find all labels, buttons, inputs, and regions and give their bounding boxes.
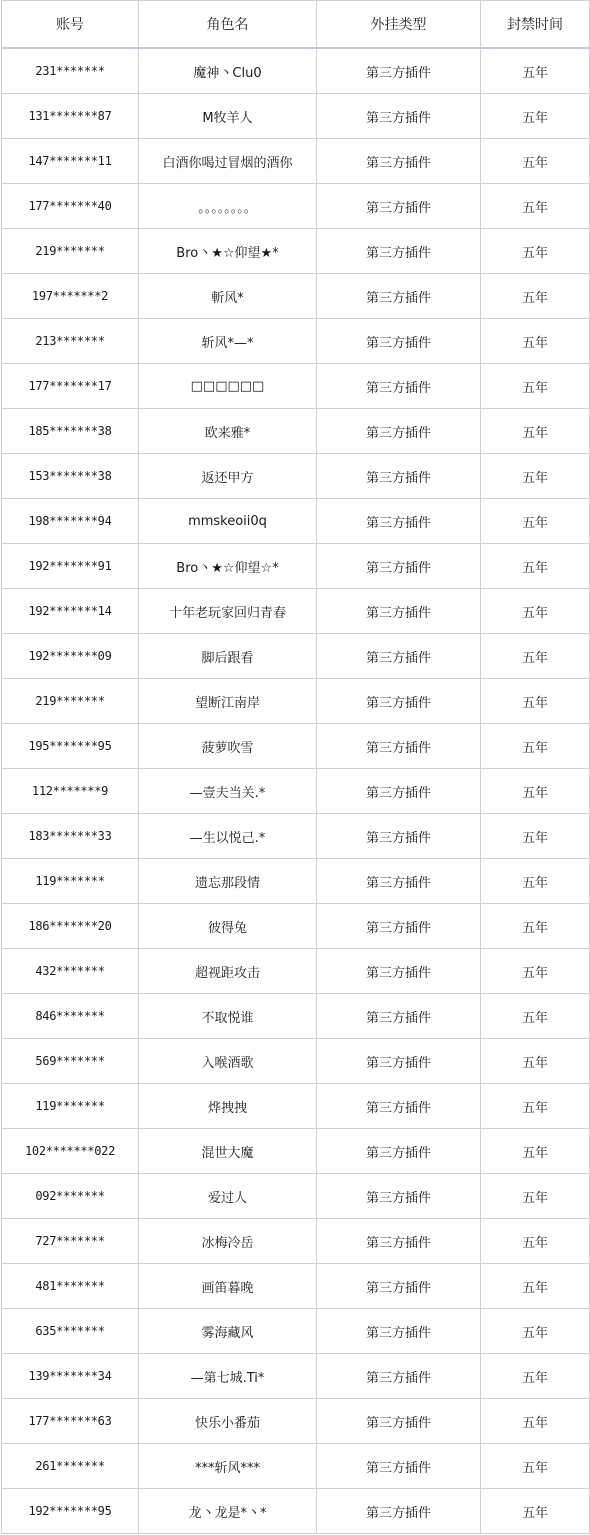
ban-duration-cell: 五年 bbox=[481, 1489, 590, 1534]
table-row bbox=[2, 184, 590, 229]
ban-duration-cell: 五年 bbox=[481, 1309, 590, 1354]
account-cell: 112*******9 bbox=[2, 769, 139, 814]
account-cell: 147*******11 bbox=[2, 139, 139, 184]
account-cell: 192*******91 bbox=[2, 544, 139, 589]
ban-duration-cell: 五年 bbox=[481, 859, 590, 904]
character-name-cell: 爱过人 bbox=[139, 1174, 317, 1219]
ban-duration-cell: 五年 bbox=[481, 679, 590, 724]
cheat-type-cell: 第三方插件 bbox=[317, 364, 481, 409]
account-cell: 192*******14 bbox=[2, 589, 139, 634]
account-cell: 185*******38 bbox=[2, 409, 139, 454]
account-cell: 198*******94 bbox=[2, 499, 139, 544]
ban-duration-cell: 五年 bbox=[481, 48, 590, 94]
character-name-cell: 返还甲方 bbox=[139, 454, 317, 499]
cheat-type-cell: 第三方插件 bbox=[317, 94, 481, 139]
account-cell: 261******* bbox=[2, 1444, 139, 1489]
table-row bbox=[2, 1354, 590, 1399]
table-row bbox=[2, 409, 590, 454]
account-cell: 102*******022 bbox=[2, 1129, 139, 1174]
account-cell: 139*******34 bbox=[2, 1354, 139, 1399]
character-name-cell: ***斩风*** bbox=[139, 1444, 317, 1489]
table-row bbox=[2, 499, 590, 544]
character-name-cell: —生以悦己.* bbox=[139, 814, 317, 859]
ban-duration-cell: 五年 bbox=[481, 1039, 590, 1084]
character-name-cell: Bro丶★☆仰望☆* bbox=[139, 544, 317, 589]
ban-duration-cell: 五年 bbox=[481, 1354, 590, 1399]
table-row bbox=[2, 1264, 590, 1309]
table-row bbox=[2, 634, 590, 679]
cheat-type-cell: 第三方插件 bbox=[317, 229, 481, 274]
table-row bbox=[2, 814, 590, 859]
cheat-type-cell: 第三方插件 bbox=[317, 679, 481, 724]
cheat-type-cell: 第三方插件 bbox=[317, 1129, 481, 1174]
ban-duration-cell: 五年 bbox=[481, 994, 590, 1039]
ban-duration-cell: 五年 bbox=[481, 409, 590, 454]
cheat-type-cell: 第三方插件 bbox=[317, 724, 481, 769]
cheat-type-cell: 第三方插件 bbox=[317, 1444, 481, 1489]
table-row bbox=[2, 1309, 590, 1354]
cheat-type-cell: 第三方插件 bbox=[317, 589, 481, 634]
account-cell: 481******* bbox=[2, 1264, 139, 1309]
account-cell: 192*******09 bbox=[2, 634, 139, 679]
table-row bbox=[2, 1489, 590, 1534]
account-cell: 231******* bbox=[2, 48, 139, 94]
account-cell: 131*******87 bbox=[2, 94, 139, 139]
table-row bbox=[2, 139, 590, 184]
cheat-type-cell: 第三方插件 bbox=[317, 949, 481, 994]
cheat-type-cell: 第三方插件 bbox=[317, 1174, 481, 1219]
ban-duration-cell: 五年 bbox=[481, 814, 590, 859]
account-cell: 119******* bbox=[2, 1084, 139, 1129]
cheat-type-cell: 第三方插件 bbox=[317, 1264, 481, 1309]
table-row bbox=[2, 454, 590, 499]
account-cell: 846******* bbox=[2, 994, 139, 1039]
character-name-cell: 望断江南岸 bbox=[139, 679, 317, 724]
table-row bbox=[2, 48, 590, 94]
account-cell: 177*******63 bbox=[2, 1399, 139, 1444]
account-cell: 635******* bbox=[2, 1309, 139, 1354]
character-name-cell: Bro丶★☆仰望★* bbox=[139, 229, 317, 274]
account-cell: 432******* bbox=[2, 949, 139, 994]
cheat-type-cell: 第三方插件 bbox=[317, 1354, 481, 1399]
ban-duration-cell: 五年 bbox=[481, 499, 590, 544]
cheat-type-cell: 第三方插件 bbox=[317, 454, 481, 499]
cheat-type-cell: 第三方插件 bbox=[317, 48, 481, 94]
character-name-cell: —第七城.Ti* bbox=[139, 1354, 317, 1399]
ban-duration-cell: 五年 bbox=[481, 274, 590, 319]
table-row bbox=[2, 1399, 590, 1444]
header-account: 账号 bbox=[2, 1, 139, 49]
character-name-cell: 遗忘那段情 bbox=[139, 859, 317, 904]
ban-duration-cell: 五年 bbox=[481, 139, 590, 184]
character-name-cell: 超视距攻击 bbox=[139, 949, 317, 994]
table-row bbox=[2, 1174, 590, 1219]
header-row bbox=[2, 1, 590, 49]
header-ban-duration: 封禁时间 bbox=[481, 1, 590, 49]
cheat-type-cell: 第三方插件 bbox=[317, 994, 481, 1039]
character-name-cell: 。。。。。。。。 bbox=[139, 184, 317, 229]
character-name-cell: 烨拽拽 bbox=[139, 1084, 317, 1129]
character-name-cell: 斩风*—* bbox=[139, 319, 317, 364]
character-name-cell: 魔神丶Clu0 bbox=[139, 48, 317, 94]
account-cell: 183*******33 bbox=[2, 814, 139, 859]
account-cell: 153*******38 bbox=[2, 454, 139, 499]
account-cell: 219******* bbox=[2, 679, 139, 724]
character-name-cell: □□□□□□ bbox=[139, 364, 317, 409]
ban-duration-cell: 五年 bbox=[481, 589, 590, 634]
cheat-type-cell: 第三方插件 bbox=[317, 1039, 481, 1084]
table-body bbox=[2, 48, 590, 1534]
ban-duration-cell: 五年 bbox=[481, 1444, 590, 1489]
ban-duration-cell: 五年 bbox=[481, 634, 590, 679]
character-name-cell: 菠萝吹雪 bbox=[139, 724, 317, 769]
ban-duration-cell: 五年 bbox=[481, 1264, 590, 1309]
table-row bbox=[2, 994, 590, 1039]
table-header bbox=[2, 1, 590, 49]
ban-duration-cell: 五年 bbox=[481, 229, 590, 274]
ban-duration-cell: 五年 bbox=[481, 184, 590, 229]
character-name-cell: 彼得兔 bbox=[139, 904, 317, 949]
account-cell: 219******* bbox=[2, 229, 139, 274]
ban-duration-cell: 五年 bbox=[481, 1084, 590, 1129]
character-name-cell: 脚后跟看 bbox=[139, 634, 317, 679]
ban-duration-cell: 五年 bbox=[481, 454, 590, 499]
ban-duration-cell: 五年 bbox=[481, 769, 590, 814]
ban-duration-cell: 五年 bbox=[481, 1399, 590, 1444]
header-character-name: 角色名 bbox=[139, 1, 317, 49]
table-row bbox=[2, 769, 590, 814]
ban-duration-cell: 五年 bbox=[481, 1174, 590, 1219]
cheat-type-cell: 第三方插件 bbox=[317, 1489, 481, 1534]
table-row bbox=[2, 364, 590, 409]
character-name-cell: M牧羊人 bbox=[139, 94, 317, 139]
ban-duration-cell: 五年 bbox=[481, 94, 590, 139]
table-row bbox=[2, 1039, 590, 1084]
cheat-type-cell: 第三方插件 bbox=[317, 409, 481, 454]
character-name-cell: 混世大魔 bbox=[139, 1129, 317, 1174]
table-row bbox=[2, 274, 590, 319]
character-name-cell: 斬风* bbox=[139, 274, 317, 319]
account-cell: 186*******20 bbox=[2, 904, 139, 949]
account-cell: 177*******17 bbox=[2, 364, 139, 409]
account-cell: 727******* bbox=[2, 1219, 139, 1264]
cheat-type-cell: 第三方插件 bbox=[317, 499, 481, 544]
ban-duration-cell: 五年 bbox=[481, 544, 590, 589]
table-row bbox=[2, 1084, 590, 1129]
table-row bbox=[2, 1219, 590, 1264]
cheat-type-cell: 第三方插件 bbox=[317, 139, 481, 184]
cheat-type-cell: 第三方插件 bbox=[317, 859, 481, 904]
account-cell: 569******* bbox=[2, 1039, 139, 1084]
table-row bbox=[2, 1129, 590, 1174]
ban-duration-cell: 五年 bbox=[481, 724, 590, 769]
account-cell: 119******* bbox=[2, 859, 139, 904]
table-row bbox=[2, 949, 590, 994]
cheat-type-cell: 第三方插件 bbox=[317, 634, 481, 679]
character-name-cell: 龙丶龙是*丶* bbox=[139, 1489, 317, 1534]
cheat-type-cell: 第三方插件 bbox=[317, 1399, 481, 1444]
character-name-cell: 十年老玩家回归青春 bbox=[139, 589, 317, 634]
character-name-cell: 白酒你喝过冒烟的酒你 bbox=[139, 139, 317, 184]
character-name-cell: mmskeoii0q bbox=[139, 499, 317, 544]
table-row bbox=[2, 544, 590, 589]
table-row bbox=[2, 1444, 590, 1489]
cheat-type-cell: 第三方插件 bbox=[317, 1309, 481, 1354]
cheat-type-cell: 第三方插件 bbox=[317, 184, 481, 229]
account-cell: 213******* bbox=[2, 319, 139, 364]
cheat-type-cell: 第三方插件 bbox=[317, 274, 481, 319]
character-name-cell: 欧来雅* bbox=[139, 409, 317, 454]
character-name-cell: 入喉酒歌 bbox=[139, 1039, 317, 1084]
character-name-cell: —壹夫当关.* bbox=[139, 769, 317, 814]
character-name-cell: 雾海藏风 bbox=[139, 1309, 317, 1354]
table-row bbox=[2, 589, 590, 634]
table-row bbox=[2, 679, 590, 724]
ban-duration-cell: 五年 bbox=[481, 364, 590, 409]
cheat-type-cell: 第三方插件 bbox=[317, 319, 481, 364]
character-name-cell: 冰梅冷岳 bbox=[139, 1219, 317, 1264]
ban-duration-cell: 五年 bbox=[481, 319, 590, 364]
account-cell: 197*******2 bbox=[2, 274, 139, 319]
account-cell: 177*******40 bbox=[2, 184, 139, 229]
table-row bbox=[2, 724, 590, 769]
ban-duration-cell: 五年 bbox=[481, 1129, 590, 1174]
cheat-type-cell: 第三方插件 bbox=[317, 1084, 481, 1129]
cheat-type-cell: 第三方插件 bbox=[317, 904, 481, 949]
ban-duration-cell: 五年 bbox=[481, 904, 590, 949]
character-name-cell: 不取悦谁 bbox=[139, 994, 317, 1039]
table-row bbox=[2, 319, 590, 364]
table-row bbox=[2, 94, 590, 139]
account-cell: 195*******95 bbox=[2, 724, 139, 769]
ban-duration-cell: 五年 bbox=[481, 1219, 590, 1264]
cheat-type-cell: 第三方插件 bbox=[317, 814, 481, 859]
table-row bbox=[2, 229, 590, 274]
character-name-cell: 画笛暮晚 bbox=[139, 1264, 317, 1309]
account-cell: 192*******95 bbox=[2, 1489, 139, 1534]
table-row bbox=[2, 904, 590, 949]
character-name-cell: 快乐小番茄 bbox=[139, 1399, 317, 1444]
ban-list-table bbox=[1, 0, 590, 1534]
account-cell: 092******* bbox=[2, 1174, 139, 1219]
cheat-type-cell: 第三方插件 bbox=[317, 1219, 481, 1264]
header-cheat-type: 外挂类型 bbox=[317, 1, 481, 49]
table-row bbox=[2, 859, 590, 904]
cheat-type-cell: 第三方插件 bbox=[317, 544, 481, 589]
ban-duration-cell: 五年 bbox=[481, 949, 590, 994]
cheat-type-cell: 第三方插件 bbox=[317, 769, 481, 814]
